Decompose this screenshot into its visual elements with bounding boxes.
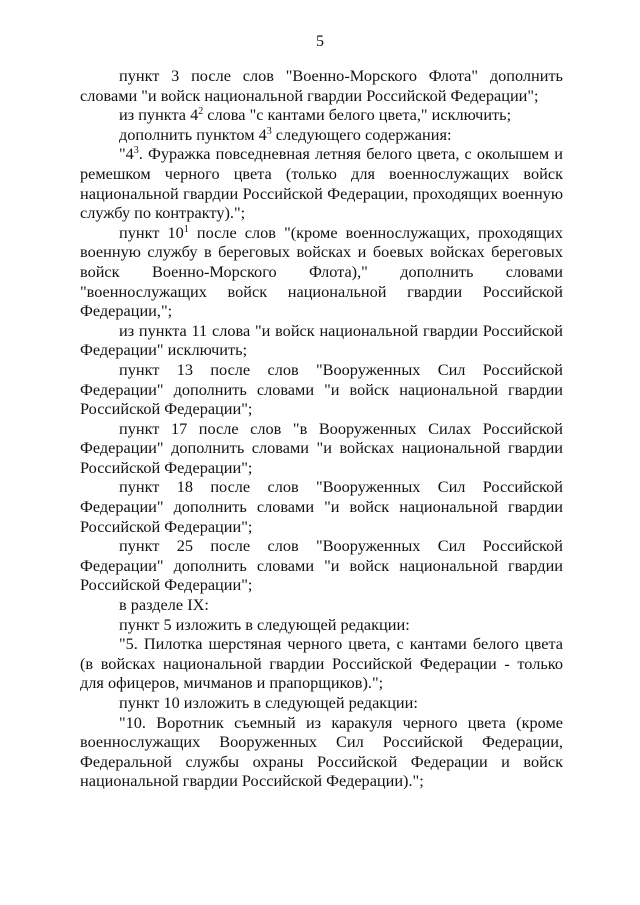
paragraph-text: из пункта 4	[119, 105, 199, 125]
paragraph-text: пункт 25 после слов "Вооруженных Сил Российской Федерации" дополнить словами "и войск национальной гвардии Российской Федерации";	[80, 536, 563, 595]
paragraph-text: "4	[119, 144, 134, 164]
paragraph-text: пункт 10 изложить в следующей редакции:	[119, 693, 418, 712]
paragraph	[80, 615, 563, 635]
paragraph-text: "5. Пилотка шерстяная черного цвета, с кантами белого цвета (в войсках национальной гвардии Российской Федерации - только для офицеров, мичманов и прапорщиков).";	[80, 634, 563, 693]
paragraph-text: пункт 17 после слов "в Вооруженных Силах Российской Федерации" дополнить словами "и войсках национальной гвардии Российской Федерации";	[80, 418, 563, 477]
paragraph	[80, 360, 563, 419]
paragraph-text: "10. Воротник съемный из каракуля черного цвета (кроме военнослужащих Вооруженных Сил Российской Федерации, Федеральной службы охраны Российской Федерации и войск национальной гвардии Российской Федерации).";	[80, 712, 563, 791]
document-body	[80, 66, 563, 791]
paragraph-text: слова "с кантами белого цвета," исключить;	[203, 105, 512, 125]
paragraph	[80, 321, 563, 360]
paragraph	[80, 634, 563, 693]
paragraph-text: дополнить пунктом 4	[119, 124, 267, 144]
superscript: 2	[198, 106, 204, 118]
paragraph	[80, 693, 563, 713]
paragraph-text: пункт 13 после слов "Вооруженных Сил Российской Федерации" дополнить словами "и войск национальной гвардии Российской Федерации";	[80, 359, 563, 419]
paragraph-text: из пункта 11 слова "и войск национальной гвардии Российской Федерации" исключить;	[80, 320, 563, 360]
paragraph-text: после слов "(кроме военнослужащих, проходящих военную службу в береговых войсках и боевых войсках береговых войск Военно-Морского Флота)," дополнить словами "военнослужащих войск национальной гвардии Российской Федерации,";	[80, 222, 563, 321]
paragraph	[80, 144, 563, 222]
paragraph-text: следующего содержания:	[271, 124, 452, 144]
page-number: 5	[316, 33, 324, 50]
paragraph-text: пункт 18 после слов "Вооруженных Сил Российской Федерации" дополнить словами "и войск национальной гвардии Российской Федерации";	[80, 477, 563, 536]
paragraph-text: пункт 5 изложить в следующей редакции:	[119, 614, 410, 634]
superscript: 3	[133, 145, 139, 157]
paragraph-text: . Фуражка повседневная летняя белого цвета, с околышем и ремешком черного цвета (только для военнослужащих войск национальной гвардии Российской Федерации, проходящих военную службу по контракту).";	[80, 144, 563, 223]
paragraph	[80, 66, 563, 105]
paragraph	[80, 713, 563, 791]
paragraph	[80, 595, 563, 615]
paragraph	[80, 419, 563, 478]
paragraph	[80, 536, 563, 595]
paragraph-text: пункт 10	[119, 222, 184, 242]
paragraph-text: в разделе IX:	[119, 595, 209, 615]
paragraph	[80, 105, 563, 125]
paragraph	[80, 125, 563, 145]
superscript: 3	[266, 125, 272, 137]
paragraph-text: пункт 3 после слов "Военно-Морского Флота" дополнить словами "и войск национальной гвардии Российской Федерации";	[80, 66, 563, 105]
superscript: 1	[183, 223, 189, 235]
paragraph	[80, 477, 563, 536]
paragraph	[80, 223, 563, 321]
